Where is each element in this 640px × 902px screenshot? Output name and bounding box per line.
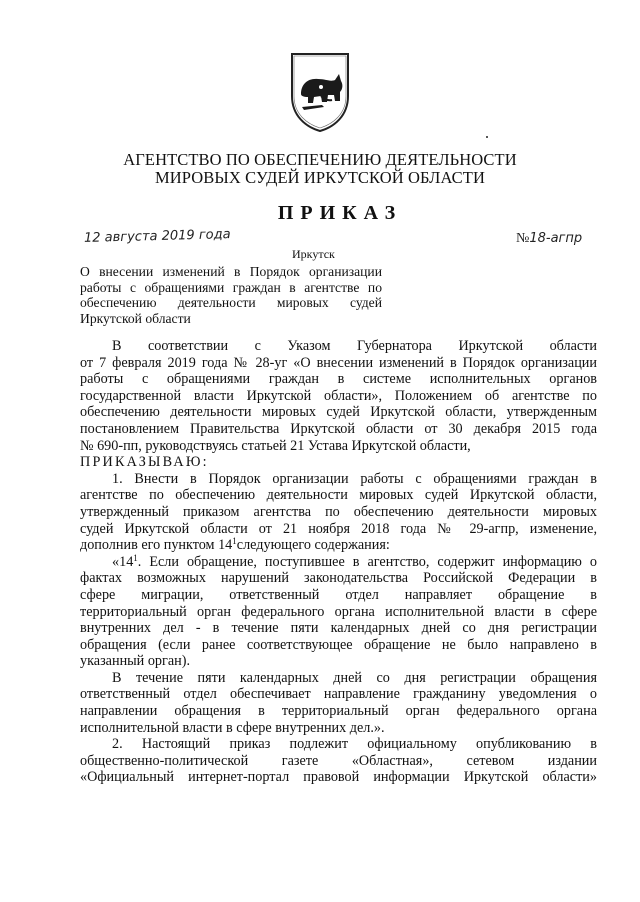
subject-line: О внесении изменений в Порядок организации (80, 264, 382, 279)
document-type-title: ПРИКАЗ (277, 202, 403, 224)
body-line: фактах возможных нарушений законодательства Российской Федерации в (80, 570, 597, 587)
body-line: судей Иркутской области от 21 ноября 2018 года № 29-агпр, изменение, (80, 520, 597, 537)
body-line: 1. Внести в Порядок организации работы с обращениями граждан в (112, 470, 597, 487)
subject-line: обеспечению деятельности мировых судей (80, 295, 382, 311)
body-line: ответственный отдел обеспечивает направление гражданину уведомления о (80, 686, 597, 703)
body-line: сфере миграции, ответственный отдел направляет обращение в (80, 586, 597, 603)
text-fragment: дополнив его пунктом 14 (80, 537, 233, 554)
body-line: общественно-политической газете «Областная», сетевом издании (80, 752, 597, 769)
body-line: исполнительной власти в сфере внутренних дел.». (80, 719, 385, 736)
order-body (80, 338, 597, 786)
body-line: 2. Настоящий приказ подлежит официальному опубликованию в (112, 736, 597, 753)
body-line: внутренних дел - в течение пяти календарных дней со дня регистрации (80, 620, 597, 637)
body-line (80, 537, 597, 554)
body-line: обращения (если ранее соответствующее обращение не было направлено в (80, 636, 597, 653)
agency-name-line-2: МИРОВЫХ СУДЕЙ ИРКУТСКОЙ ОБЛАСТИ (155, 168, 485, 187)
body-line: обеспечению деятельности мировых судей Иркутской области, утвержденным (80, 404, 597, 421)
body-line: от 7 февраля 2019 года № 28-уг «О внесении изменений в Порядок организации (80, 354, 597, 371)
agency-name-line-1: АГЕНТСТВО ПО ОБЕСПЕЧЕНИЮ ДЕЯТЕЛЬНОСТИ (123, 150, 517, 169)
body-line: указанный орган). (80, 653, 190, 670)
subject-line: Иркутской области (80, 310, 191, 326)
body-line: В течение пяти календарных дней со дня регистрации обращения (112, 669, 597, 686)
subject-line: работы с обращениями граждан в агентстве по (80, 279, 382, 295)
number-sign: № (516, 231, 530, 246)
body-line: агентстве по обеспечению деятельности мировых судей Иркутской области, (80, 487, 597, 504)
body-line: «Официальный интернет-портал правовой информации Иркутской области» (80, 769, 597, 786)
body-line: № 690-пп, руководствуясь статьей 21 Устава Иркутской области, (80, 437, 471, 454)
superscript: 1 (232, 537, 237, 547)
body-line: территориальный орган федерального органа исполнительной власти в сфере (80, 603, 597, 620)
superscript: 1 (133, 553, 138, 563)
text-fragment: . Если обращение, поступившее в агентство, содержит информацию о (137, 553, 597, 570)
body-line: работы с обращениями граждан в системе исполнительных органов (80, 371, 597, 388)
number-value: 18-агпр (529, 231, 583, 246)
body-line: постановлением Правительства Иркутской области от 30 декабря 2015 года (80, 420, 597, 437)
coat-of-arms-icon (288, 50, 352, 134)
text-fragment: следующего содержания: (236, 537, 390, 554)
city-label: Иркутск (292, 247, 335, 261)
handwritten-date: 12 августа 2019 года (83, 227, 231, 246)
handwritten-number (516, 231, 582, 247)
scan-mark (486, 136, 488, 138)
body-line (80, 554, 597, 571)
body-line: утвержденный приказом агентства по обеспечению деятельности мировых (80, 503, 597, 520)
body-line: направлении обращения в территориальный орган федерального органа (80, 703, 597, 720)
body-line: государственной власти Иркутской области», Положением об агентстве по (80, 387, 597, 404)
order-subject (80, 264, 382, 326)
text-fragment: «14 (112, 553, 134, 570)
body-line: В соответствии с Указом Губернатора Иркутской области (112, 338, 597, 354)
order-word: ПРИКАЗЫВАЮ: (80, 454, 209, 471)
